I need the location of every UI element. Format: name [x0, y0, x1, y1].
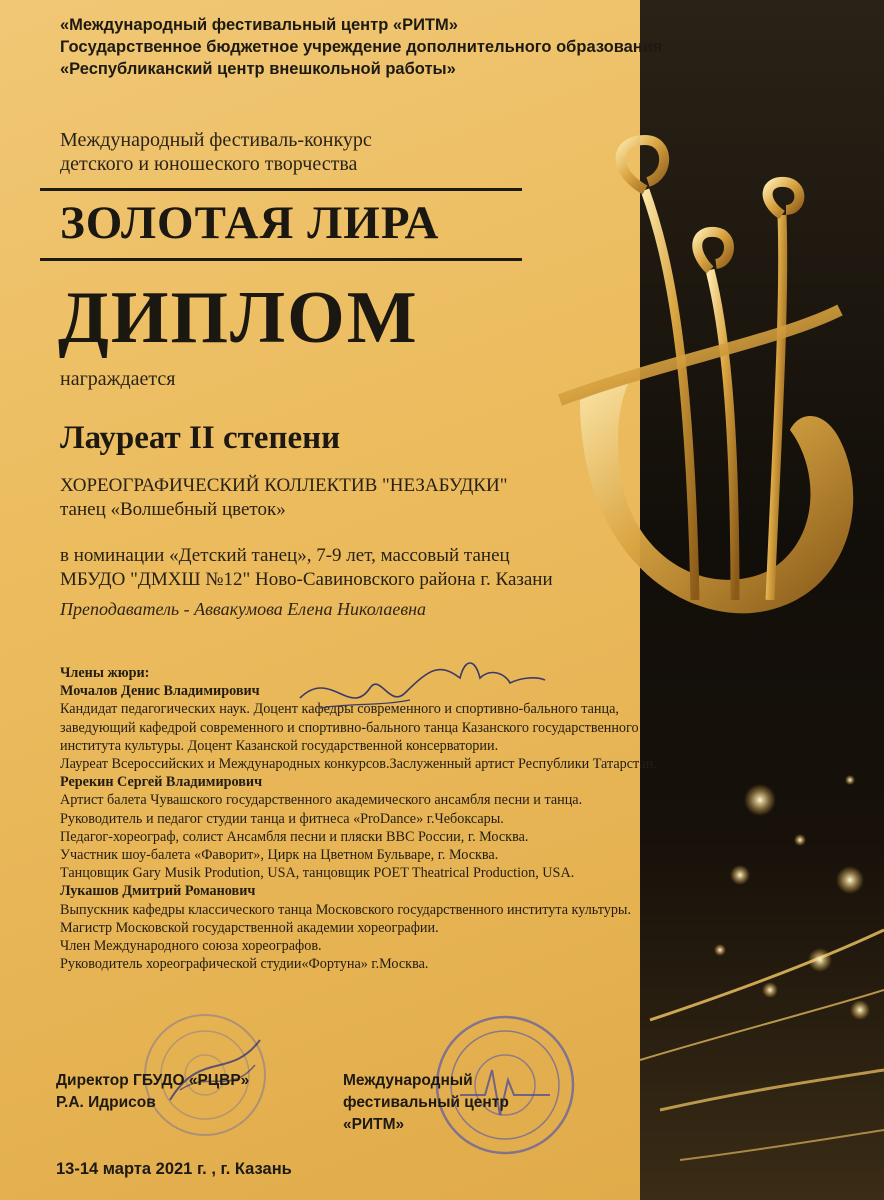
jury-member-name: Лукашов Дмитрий Романович	[60, 883, 256, 900]
collective-name: ХОРЕОГРАФИЧЕСКИЙ КОЛЛЕКТИВ "НЕЗАБУДКИ"	[60, 475, 508, 496]
organizer-signature-block	[343, 1070, 509, 1136]
title-top-rule	[40, 188, 522, 191]
jury-member-name: Ререкин Сергей Владимирович	[60, 774, 263, 791]
director-title: Директор ГБУДО «РЦВР»	[56, 1072, 250, 1089]
jury-member-line: института культуры. Доцент Казанской государственной консерватории.	[60, 737, 499, 754]
organizer-sign-line-3: «РИТМ»	[343, 1116, 405, 1133]
teacher-name: Преподаватель - Аввакумова Елена Николаевна	[60, 599, 427, 619]
nomination-block	[60, 544, 553, 592]
event-date-place: 13-14 марта 2021 г. , г. Казань	[56, 1160, 292, 1178]
organizer-sign-line-1: Международный	[343, 1072, 473, 1089]
director-name: Р.А. Идрисов	[56, 1094, 156, 1111]
awarded-label: награждается	[60, 368, 176, 390]
director-signature-block	[56, 1070, 249, 1114]
jury-title: Члены жюри:	[60, 665, 150, 681]
jury-member-line: Руководитель хореографической студии«Фортуна» г.Москва.	[60, 956, 429, 973]
dance-name: танец «Волшебный цветок»	[60, 499, 286, 520]
jury-member-line: Педагог-хореограф, солист Ансамбля песни и пляски ВВС России, г. Москва.	[60, 828, 529, 845]
jury-member-line: Магистр Московской государственной академии хореографии.	[60, 919, 439, 936]
jury-signature	[290, 648, 550, 728]
recipient-block	[60, 474, 507, 522]
jury-member-line: Лауреат Всероссийских и Международных конкурсов.Заслуженный артист Республики Татарстан.	[60, 756, 657, 773]
organizer-line-2: Государственное бюджетное учреждение дополнительного образования	[60, 38, 663, 56]
jury-member-line: Кандидат педагогических наук. Доцент кафедры современного и спортивно-бального танца,	[60, 701, 619, 718]
jury-member-line: Выпускник кафедры классического танца Московского государственного института культуры.	[60, 901, 632, 918]
jury-member-line: Член Международного союза хореографов.	[60, 938, 322, 955]
nomination: в номинации «Детский танец», 7-9 лет, массовый танец	[60, 545, 510, 566]
jury-member-line: заведующий кафедрой современного и спортивно-бального танца Казанского государственного	[60, 719, 639, 736]
jury-member-line: Артист балета Чувашского государственного академического ансамбля песни и танца.	[60, 792, 583, 809]
jury-member-name: Мочалов Денис Владимирович	[60, 683, 260, 700]
festival-title: ЗОЛОТАЯ ЛИРА	[60, 197, 440, 249]
diploma-heading: ДИПЛОМ	[58, 277, 419, 359]
school-name: МБУДО "ДМХШ №12" Ново-Савиновского района г. Казани	[60, 569, 553, 590]
organizer-header	[60, 14, 663, 80]
jury-member-line: Участник шоу-балета «Фаворит», Цирк на Цветном Бульваре, г. Москва.	[60, 847, 499, 864]
organizer-line-1: «Международный фестивальный центр «РИТМ»	[60, 16, 458, 34]
festival-name	[60, 128, 372, 176]
festival-line-1: Международный фестиваль-конкурс	[60, 129, 372, 151]
title-bottom-rule	[40, 258, 522, 261]
jury-member-line: Танцовщик Gary Musik Prodution, USA, танцовщик POET Theatrical Production, USA.	[60, 865, 575, 882]
festival-line-2: детского и юношеского творчества	[60, 153, 358, 175]
organizer-line-3: «Республиканский центр внешкольной работы»	[60, 60, 456, 78]
laureate-degree: Лауреат II степени	[60, 420, 341, 456]
organizer-sign-line-2: фестивальный центр	[343, 1094, 509, 1111]
jury-member-line: Руководитель и педагог студии танца и фитнеса «ProDance» г.Чебоксары.	[60, 810, 504, 827]
